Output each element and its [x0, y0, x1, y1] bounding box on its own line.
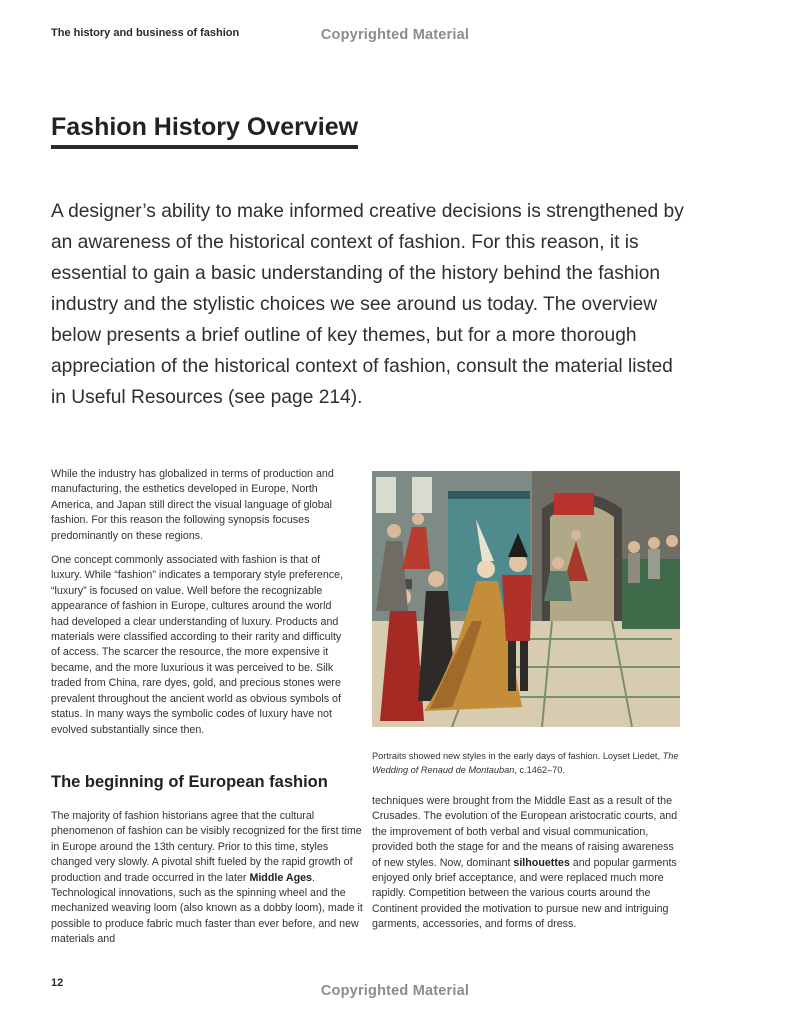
caption-date: , c.1462–70.: [514, 765, 565, 775]
paragraph-globalization: While the industry has globalized in terms of production and manufacturing, the esthetics developed in Europe, North America, and Japan still direct the visual language of global fashion. For this reason the following synopsis focuses predominantly on these regions.: [51, 468, 334, 542]
glossary-term-middle-ages: Middle Ages: [249, 871, 312, 884]
running-head: The history and business of fashion: [51, 27, 240, 39]
glossary-term-silhouettes: silhouettes: [513, 856, 570, 869]
caption-artwork-title: The Wedding of Renaud de Montauban: [372, 751, 679, 775]
section-right-text-1: techniques were brought from the Middle East as a result of the Crusades. The evolution of the European aristocratic courts, and the improvement of both verbal and visual communication, provided both the stage for and the means of raising awareness of new styles. Now, dominant: [372, 795, 678, 869]
copyright-watermark-bottom: Copyrighted Material: [320, 983, 470, 999]
intro-paragraph: A designer’s ability to make informed creative decisions is strengthened by an awareness of the historical context of fashion. For this reason, it is essential to gain a basic understanding of the history behind the fashion industry and the stylistic choices we see around us today. The overview below presents a brief outline of key themes, but for a more thorough appreciation of the historical context of fashion, consult the material listed in Useful Resources (see page 214).: [51, 201, 684, 408]
page-title: Fashion History Overview: [51, 113, 358, 149]
left-column-top: [51, 467, 351, 738]
painting-image: [372, 471, 680, 727]
wedding-painting-illustration: [372, 471, 680, 727]
section-left-text-1: The majority of fashion historians agree that the cultural phenomenon of fashion can be visibly recognized for the first time in Europe around the 13th century. Prior to this time, styles changed very slowly. A pivotal shift fueled by the rapid growth of production and trade occurred in the later: [51, 810, 362, 884]
left-column-bottom: [51, 809, 363, 948]
paragraph-luxury: One concept commonly associated with fashion is that of luxury. While “fashion” indicates a temporary style preference, “luxury” is focused on value. Well before the recognizable appearance of fashion in Europe, cultures around the world had developed a clear understanding of luxury. Products and materials were classified according to their rarity and difficulty of access. The scarcer the resource, the more expensive it became, and the more luxurious it was perceived to be. Silk traded from China, rare dyes, gold, and precious stones were prevalent throughout the ancient world as obvious symbols of status. In many ways the symbolic codes of luxury have not evolved substantially since then.: [51, 554, 344, 736]
section-heading: The beginning of European fashion: [51, 773, 328, 791]
caption-text: Portraits showed new styles in the early days of fashion. Loyset Liedet,: [372, 751, 663, 761]
right-column-bottom: [372, 794, 684, 933]
figure-caption: [372, 749, 684, 777]
section-right-text-2: and popular garments enjoyed only brief acceptance, and were replaced much more rapidly. Competition between the various courts around the Continent provided the motivation to pursue new and intriguing garments, accessories, and forms of dress.: [372, 856, 677, 931]
page-number: 12: [51, 977, 64, 989]
copyright-watermark-top: Copyrighted Material: [320, 27, 470, 43]
section-left-text-2: . Technological innovations, such as the spinning wheel and the mechanized weaving loom (also known as a dobby loom), made it possible to produce fabric much faster than ever before, and new materials and: [51, 871, 363, 946]
